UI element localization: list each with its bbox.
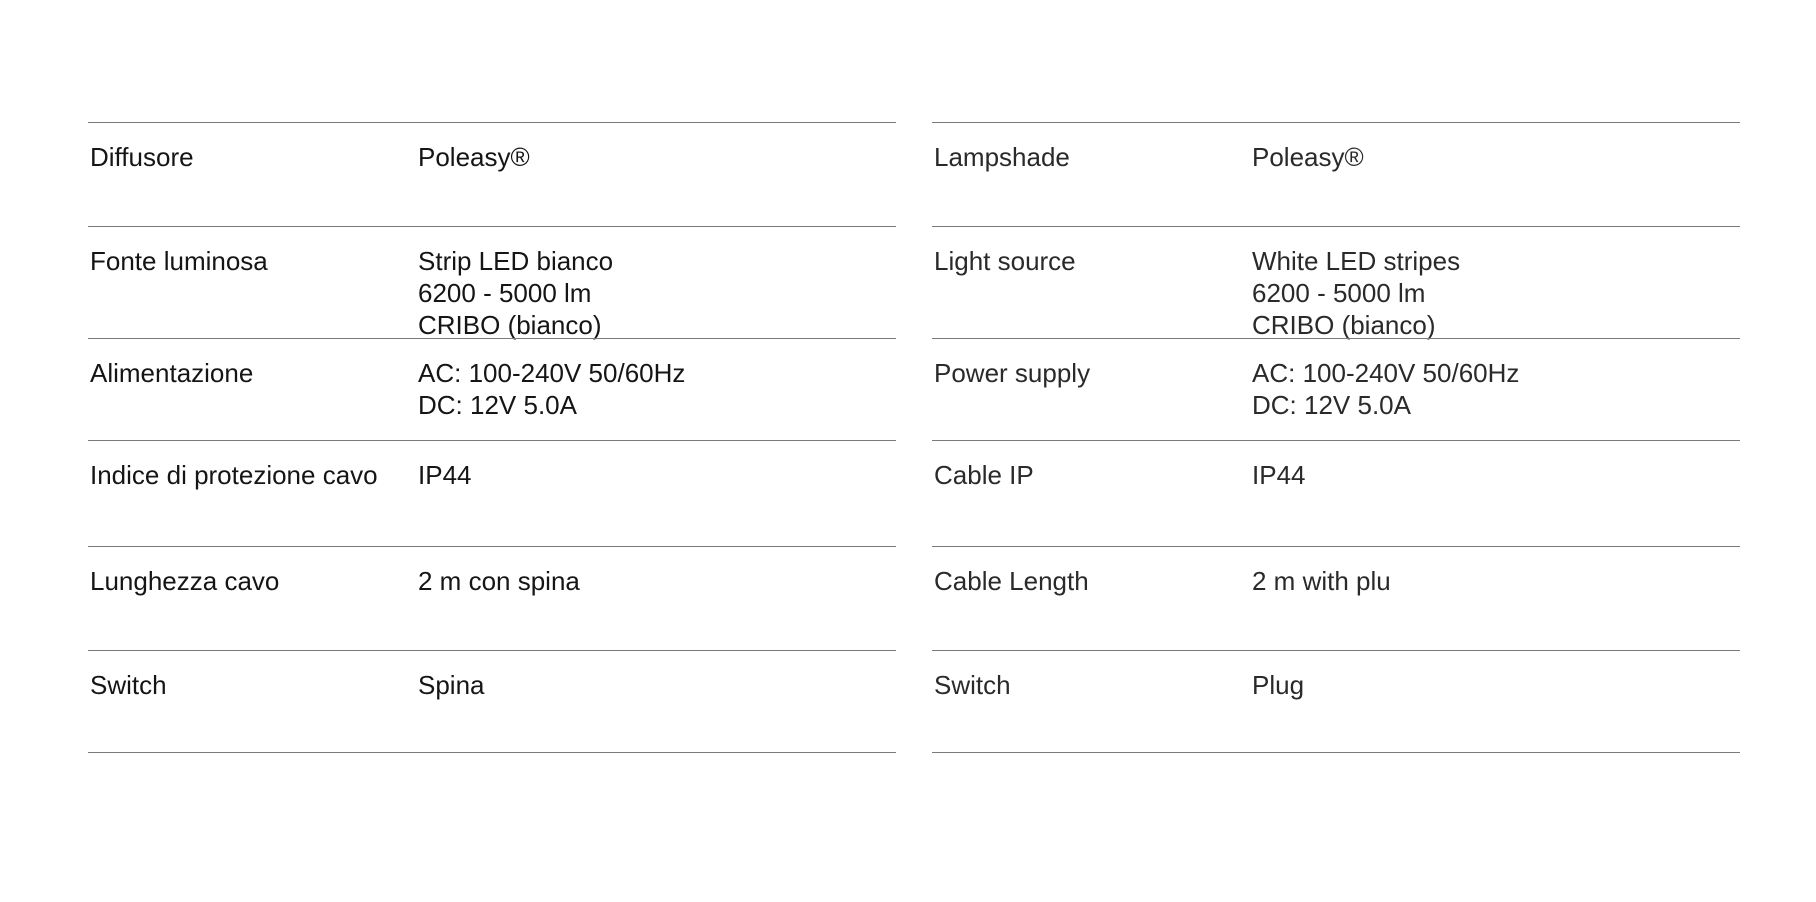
spec-value: [1252, 459, 1306, 491]
spec-value-line: 6200 - 5000 lm: [418, 278, 592, 308]
spec-value: [418, 669, 485, 701]
spec-label: Lunghezza cavo: [90, 566, 280, 596]
spec-label: Diffusore: [90, 142, 194, 172]
spec-label: Lampshade: [934, 142, 1070, 172]
spec-value-line: 2 m with plu: [1252, 566, 1391, 596]
spec-label: Cable Length: [934, 566, 1089, 596]
spec-table-english: [932, 122, 1740, 753]
spec-value: [1252, 141, 1364, 173]
spec-value-line: CRIBO (bianco): [418, 310, 602, 340]
spec-row: [932, 546, 1740, 650]
spec-row: [932, 226, 1740, 338]
spec-row: [88, 338, 896, 440]
spec-value-line: CRIBO (bianco): [1252, 310, 1436, 340]
spec-value: [418, 357, 685, 421]
spec-value-line: 6200 - 5000 lm: [1252, 278, 1426, 308]
spec-table-italian: [88, 122, 896, 753]
spec-value-line: White LED stripes: [1252, 246, 1461, 276]
spec-value-line: AC: 100-240V 50/60Hz: [418, 358, 686, 388]
spec-value-line: 2 m con spina: [418, 566, 580, 596]
spec-value-line: IP44: [1252, 460, 1306, 490]
spec-row: [932, 338, 1740, 440]
spec-value: [418, 459, 472, 491]
spec-value-line: DC: 12V 5.0A: [1252, 390, 1411, 420]
spec-value: [418, 245, 613, 341]
spec-value: [1252, 565, 1391, 597]
spec-label: Fonte luminosa: [90, 246, 268, 276]
spec-label: Switch: [90, 670, 167, 700]
spec-label: Indice di protezione cavo: [90, 460, 378, 490]
spec-value-line: DC: 12V 5.0A: [418, 390, 577, 420]
spec-row: [88, 546, 896, 650]
spec-value: [418, 565, 580, 597]
spec-value: [1252, 669, 1304, 701]
spec-row: [932, 440, 1740, 546]
spec-value-line: IP44: [418, 460, 472, 490]
spec-row: [88, 650, 896, 753]
spec-label: Light source: [934, 246, 1076, 276]
spec-value-line: Spina: [418, 670, 485, 700]
spec-row: [932, 122, 1740, 226]
spec-value-line: AC: 100-240V 50/60Hz: [1252, 358, 1520, 388]
spec-value-line: Plug: [1252, 670, 1305, 700]
spec-value: [1252, 245, 1460, 341]
spec-value: [418, 141, 530, 173]
spec-label: Alimentazione: [90, 358, 254, 388]
spec-row: [88, 440, 896, 546]
spec-value-line: Poleasy®: [418, 142, 530, 172]
spec-value-line: Strip LED bianco: [418, 246, 614, 276]
spec-row: [88, 226, 896, 338]
spec-row: [932, 650, 1740, 753]
spec-row: [88, 122, 896, 226]
spec-value-line: Poleasy®: [1252, 142, 1364, 172]
spec-value: [1252, 357, 1519, 421]
spec-label: Switch: [934, 670, 1011, 700]
spec-label: Cable IP: [934, 460, 1034, 490]
spec-label: Power supply: [934, 358, 1091, 388]
